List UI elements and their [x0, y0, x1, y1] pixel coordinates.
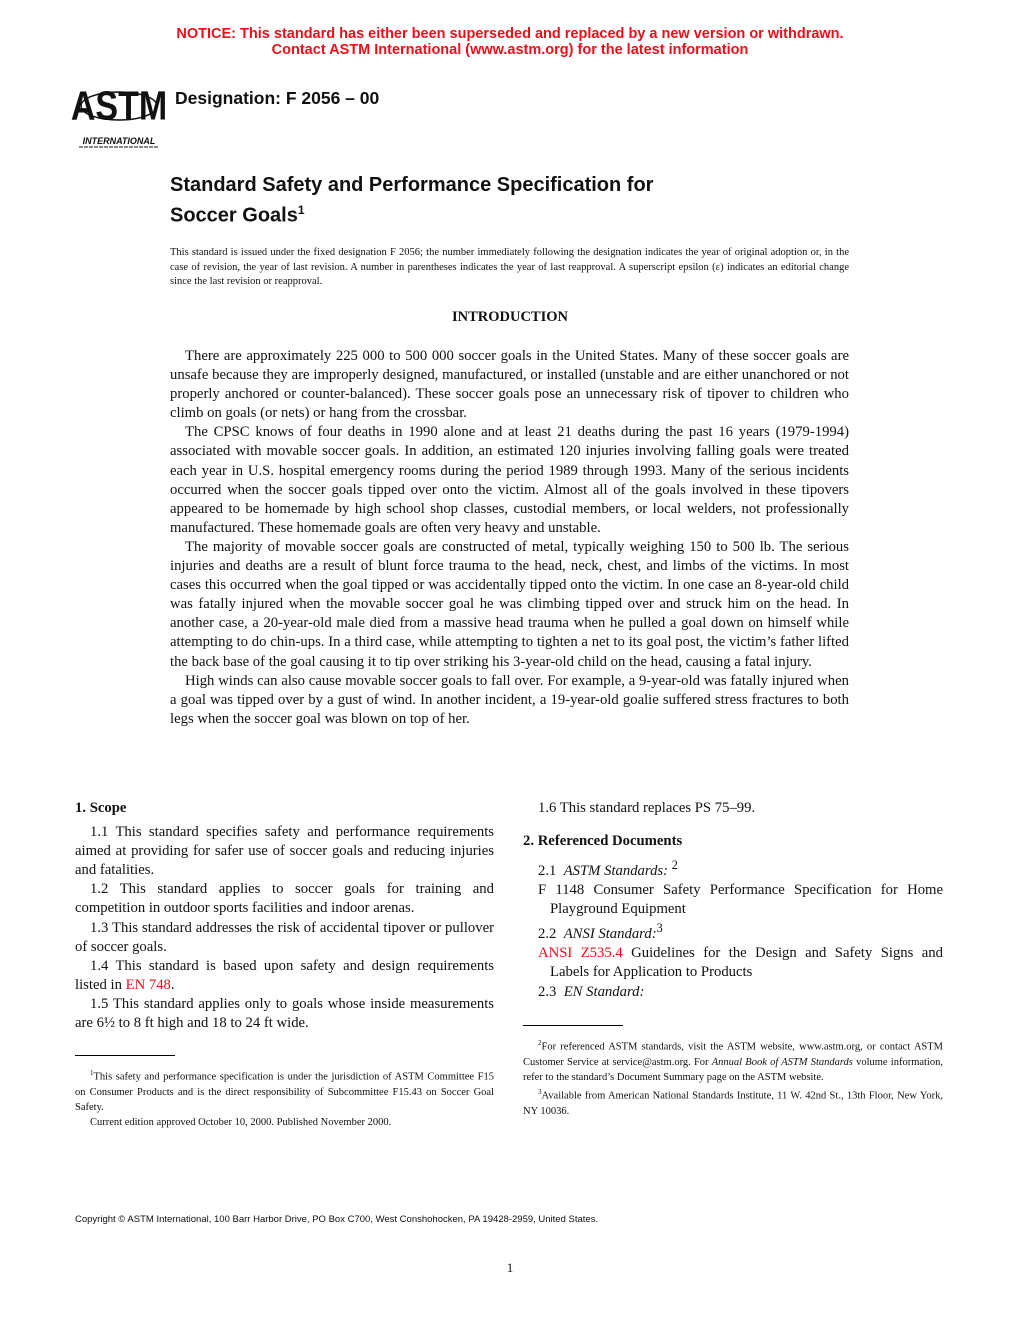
designation: Designation: F 2056 – 00	[175, 88, 380, 108]
notice-line-1: NOTICE: This standard has either been superseded and replaced by a new version or withdrawn.	[176, 26, 844, 42]
copyright: Copyright © ASTM International, 100 Barr Harbor Drive, PO Box C700, West Conshohocken, PA 19428-2959, United States.	[75, 1214, 599, 1225]
scope-heading: 1. Scope	[75, 800, 127, 816]
footnote-mark: 1	[90, 1069, 94, 1077]
section-1-3: 1.3 This standard addresses the risk of accidental tipover or pullover of soccer goals.	[75, 919, 494, 955]
section-1-4-end: .	[170, 976, 175, 993]
intro-paragraph: The majority of movable soccer goals are constructed of metal, typically weighing 150 to 500 lb. The serious injuries and deaths are a result of blunt force trauma to the head, neck, chest, and limbs of the victims. In most cases this occurred when the goal tipped or was accidentally tipped onto the victim. In one case an 8-year-old child was fatally injured when the movable soccer goal he was climbing tipped over and struck him on the head. In another case, a 20-year-old male died from a massive head trauma when he pulled a goal down on himself while attempting to do chin-ups. In a third case, while attempting to tighten a net to its goal post, the victim’s father lifted the back base of the goal causing it to tip over striking his 3-year-old child on the head, causing a fatal injury.	[170, 538, 849, 670]
supersede-notice	[0, 27, 1020, 58]
referenced-documents-heading: 2. Referenced Documents	[523, 833, 683, 850]
footnote-divider	[75, 1055, 175, 1056]
section-1-6: 1.6 This standard replaces PS 75–99.	[538, 800, 756, 816]
footnote-1-edition: Current edition approved October 10, 2000. Published November 2000.	[90, 1117, 392, 1129]
footnote-mark: 3	[656, 921, 663, 936]
section-number: 2.1	[538, 863, 557, 880]
footnotes-left	[75, 1066, 494, 1130]
section-1-2: 1.2 This standard applies to soccer goals for training and competition in outdoor sports facilities and indoor arenas.	[75, 881, 494, 917]
svg-text:ASTM: ASTM	[70, 82, 168, 129]
footnote-mark: 2	[671, 858, 678, 873]
section-1-1: 1.1 This standard specifies safety and performance requirements aimed at providing for safer use of soccer goals and reducing injuries and fatalities.	[75, 824, 494, 879]
section-1-4-text: 1.4 This standard is based upon safety and design requirements listed in	[75, 957, 494, 993]
en-748-link[interactable]: EN 748	[125, 976, 171, 993]
section-1-5: 1.5 This standard applies only to goals whose inside measurements are 6½ to 8 ft high and 18 to 24 ft wide.	[75, 995, 494, 1032]
section-label: EN Standard:	[563, 983, 645, 1000]
introduction-body	[170, 347, 849, 729]
page-title	[170, 173, 653, 229]
footnote-text: For referenced ASTM standards, visit the ASTM website, www.astm.org, or contact ASTM Customer Service at service@astm.org. For	[523, 1041, 943, 1068]
svg-text:INTERNATIONAL: INTERNATIONAL	[82, 136, 156, 146]
section-2-2	[523, 919, 943, 944]
section-number: 2.2	[538, 926, 557, 943]
ansi-title: Guidelines for the Design and Safety Signs and Labels for Application to Products	[550, 945, 943, 981]
footnote-mark: 2	[538, 1039, 542, 1047]
ansi-z535-link[interactable]: ANSI Z535.4	[538, 945, 623, 962]
footnote-text: Available from American National Standards Institute, 11 W. 42nd St., 13th Floor, New York, NY 10036.	[523, 1090, 943, 1117]
footnote-3	[523, 1085, 943, 1119]
right-column	[523, 799, 943, 1002]
issued-note: This standard is issued under the fixed designation F 2056; the number immediately following the designation indicates the year of original adoption or, in the case of revision, the year of last revision. A number in parentheses indicates the year of last reapproval. A superscript epsilon (ε) indicates an editorial change since the last revision or reapproval.	[170, 247, 849, 288]
section-label: ASTM Standards:	[563, 863, 669, 880]
section-number: 2.3	[538, 983, 557, 1000]
footnote-mark: 1	[297, 203, 305, 217]
intro-paragraph: High winds can also cause movable soccer goals to fall over. For example, a 9-year-old was fatally injured when a goal was tipped over by a gust of wind. In another incident, a 19-year-old goalie suffered stress fractures to both legs when the soccer goal was blown on top of her.	[170, 672, 849, 727]
footnote-italic: Annual Book of ASTM Standards	[711, 1056, 853, 1068]
introduction-heading: INTRODUCTION	[451, 309, 568, 325]
footnote-1	[75, 1066, 494, 1115]
section-2-1	[523, 856, 943, 881]
section-label: ANSI Standard:	[563, 926, 657, 943]
intro-paragraph: There are approximately 225 000 to 500 000 soccer goals in the United States. Many of these soccer goals are unsafe because they are improperly designed, manufactured, or installed (unstable and are either unanchored or not properly anchored or counter-balanced). These soccer goals pose an unnecessary risk of tipover to children who climb on goals (or nets) or hang from the crossbar.	[170, 348, 849, 422]
astm-logo	[70, 74, 168, 150]
footnote-divider	[523, 1025, 623, 1026]
left-column	[75, 799, 494, 1033]
notice-line-2: Contact ASTM International (www.astm.org) for the latest information	[271, 41, 749, 58]
page-number: 1	[506, 1260, 514, 1275]
title-line-1: Standard Safety and Performance Specification for	[170, 174, 654, 196]
section-1-4	[75, 957, 494, 995]
footnotes-right	[523, 1036, 943, 1119]
f1148-reference: F 1148 Consumer Safety Performance Specification for Home Playground Equipment	[538, 882, 943, 918]
intro-paragraph: The CPSC knows of four deaths in 1990 alone and at least 21 deaths during the past 16 years (1979-1994) associated with movable soccer goals. In addition, an estimated 120 injuries involving falling goals were treated each year in U.S. hospital emergency rooms during the period 1989 through 1993. Many of the serious incidents occurred when the soccer goals tipped over onto the victim. Almost all of the goals involved in these tipovers appeared to be homemade by high school shop classes, custodial members, or local welders, not professionally manufactured. These homemade goals are often very heavy and unstable.	[170, 424, 849, 536]
section-2-3	[523, 983, 943, 1002]
ansi-reference	[523, 944, 943, 982]
footnote-mark: 3	[538, 1088, 542, 1097]
footnote-text: This safety and performance specification is under the jurisdiction of ASTM Committee F15 on Consumer Products and is the direct responsibility of Subcommittee F15.43 on Soccer Goal Safety.	[75, 1071, 494, 1113]
footnote-text: volume information, refer to the standard’s Document Summary page on the ASTM website.	[523, 1056, 943, 1083]
title-line-2: Soccer Goals	[170, 204, 298, 227]
footnote-2	[523, 1036, 943, 1085]
